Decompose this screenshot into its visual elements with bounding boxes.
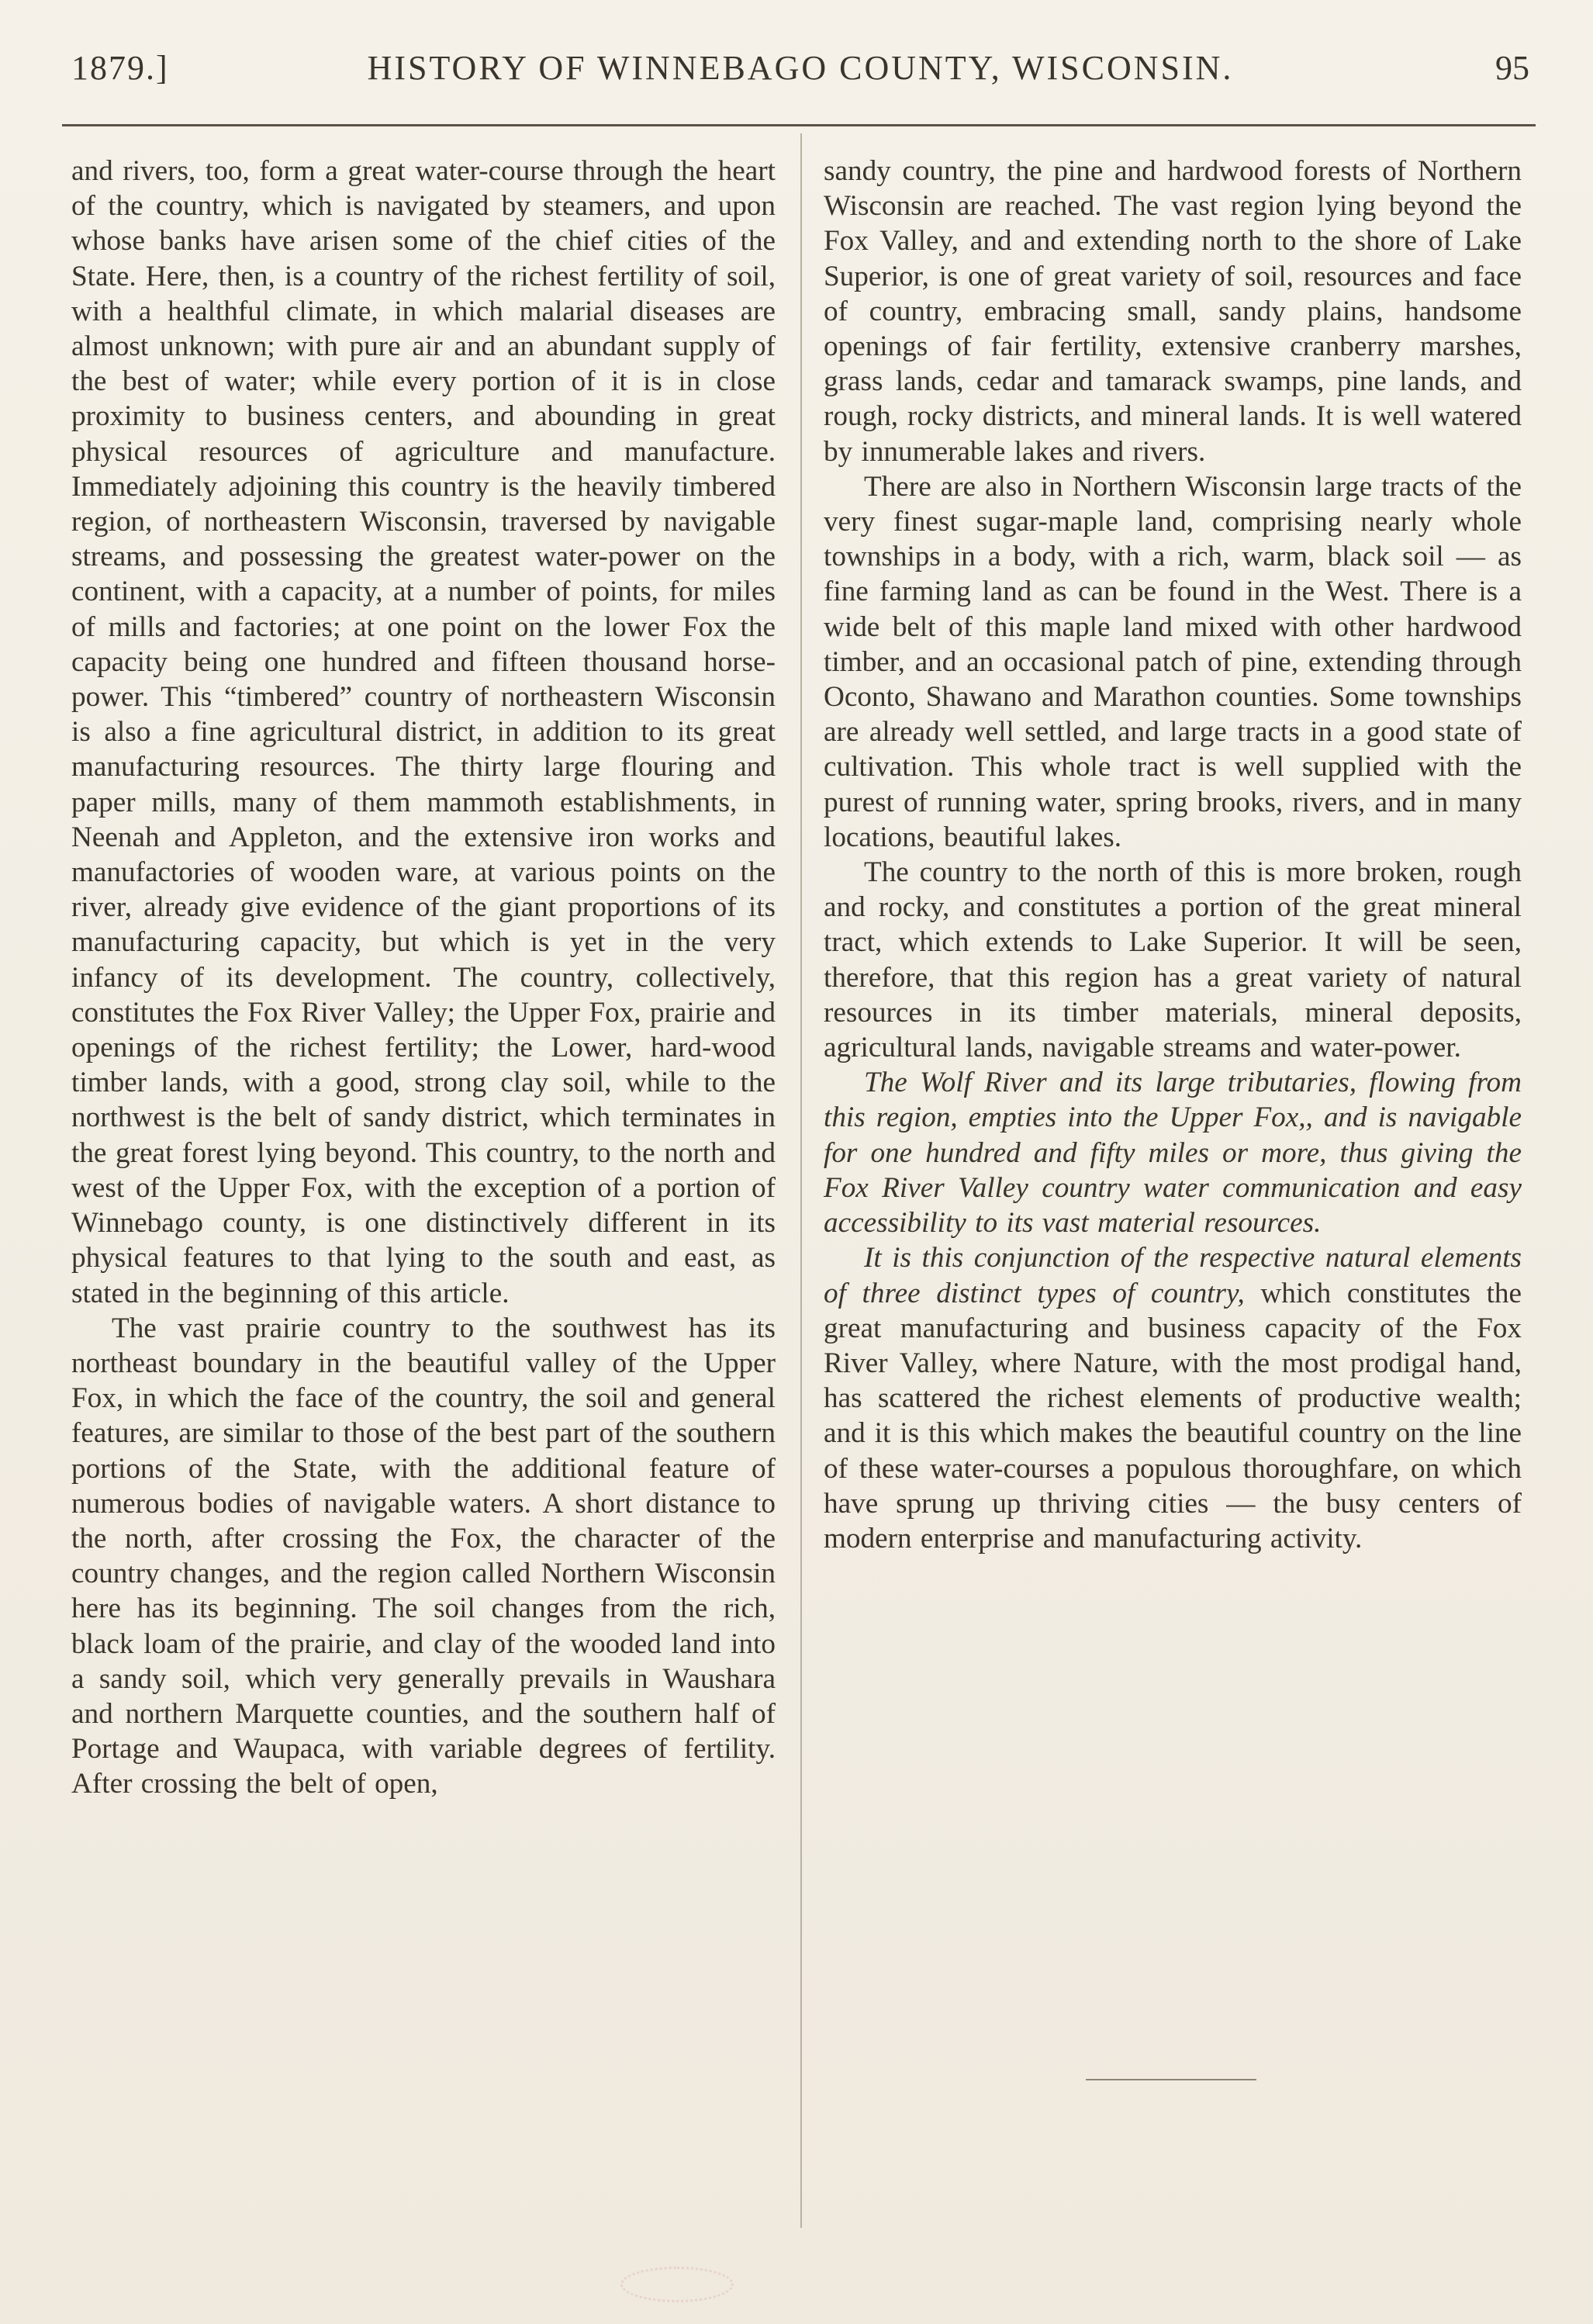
library-stamp bbox=[620, 2267, 734, 2302]
paragraph: There are also in Northern Wisconsin large tracts of the very finest sugar-maple land, comprising nearly whole townships in a body, with a rich, warm, black soil — as fine farming land as can be found in the West. There is a wide belt of this maple land mixed with other hardwood timber, and an occasional patch of pine, extending through Oconto, Shawano and Marathon counties. Some townships are already well settled, and large tracts in a good state of cultivation. This whole tract is well supplied with the purest of running water, spring brooks, rivers, and in many locations, beautiful lakes. bbox=[824, 470, 1522, 853]
paragraph: sandy country, the pine and hardwood forests of Northern Wisconsin are reached. The vast region lying beyond the Fox Valley, and and extending north to the shore of Lake Superior, is one of great variety of soil, resources and face of country, embracing small, sandy plains, handsome openings of fair fertility, extensive cranberry marshes, grass lands, cedar and tamarack swamps, pine lands, and rough, rocky districts, and mineral lands. It is well watered by innumerable lakes and rivers. bbox=[824, 155, 1522, 468]
running-header bbox=[71, 48, 1529, 95]
paragraph: The vast prairie country to the southwest has its northeast boundary in the beautiful valley of the Upper Fox, in which the face of the country, the soil and general features, are similar to those of the best part of the southern portions of the State, with the additional feature of numerous bodies of navigable waters. A short distance to the north, after crossing the Fox, the character of the country changes, and the region called Northern Wisconsin here has its beginning. The soil changes from the rich, black loam of the prairie, and clay of the wooded land into a sandy soil, which very generally prevails in Waushara and northern Marquette counties, and the southern half of Portage and Waupaca, with variable degrees of fertility. After crossing the belt of open, bbox=[71, 1312, 776, 1800]
end-rule bbox=[1086, 2079, 1256, 2080]
page-number: 95 bbox=[1495, 49, 1529, 87]
right-column bbox=[824, 154, 1522, 1556]
paragraph-rest: which constitutes the great manufacturing and business capacity of the Fox River Valley, where Nature, with the most prodigal hand, has scattered the richest elements of productive wealth; and it is this which makes the beautiful country on the line of these water-courses a populous thoroughfare, on which have sprung up thriving cities — the busy centers of modern enterprise and manufacturing activity. bbox=[824, 1277, 1522, 1555]
paragraph-italic: The Wolf River and its large tributaries, flowing from this region, empties into the Upper Fox,, and is navigable for one hundred and fifty miles or more, thus giving the Fox River Valley country water communication and easy accessibility to its vast material resources. bbox=[824, 1067, 1522, 1240]
paragraph: The country to the north of this is more broken, rough and rocky, and constitutes a portion of the great mineral tract, which extends to Lake Superior. It will be seen, therefore, that this region has a great variety of natural resources in its timber materials, mineral deposits, agricultural lands, navigable streams and water-power. bbox=[824, 856, 1522, 1064]
paragraph bbox=[824, 1240, 1522, 1556]
header-rule bbox=[62, 124, 1536, 126]
paragraph: and rivers, too, form a great water-course through the heart of the country, which is navigated by steamers, and upon whose banks have arisen some of the chief cities of the State. Here, then, is a country of the richest fertility of soil, with a healthful climate, in which malarial diseases are almost unknown; with pure air and an abundant supply of the best of water; while every portion of it is in close proximity to business centers, and abounding in great physical resources of agriculture and manufacture. Immediately adjoining this country is the heavily timbered region, of northeastern Wisconsin, traversed by navigable streams, and possessing the greatest water-power on the continent, with a capacity, at a number of points, for miles of mills and factories; at one point on the lower Fox the capacity being one hundred and fifteen thousand horse-power. This “timbered” country of northeastern Wisconsin is also a fine agricultural district, in addition to its great manufacturing resources. The thirty large flouring and paper mills, many of them mammoth establishments, in Neenah and Appleton, and the extensive iron works and manufactories of wooden ware, at various points on the river, already give evidence of the giant proportions of its manufacturing capacity, but which is yet in the very infancy of its development. The country, collectively, constitutes the Fox River Valley; the Upper Fox, prairie and openings of the richest fertility; the Lower, hard-wood timber lands, with a good, strong clay soil, while to the northwest is the belt of sandy district, which terminates in the great forest lying beyond. This country, to the north and west of the Upper Fox, with the exception of a portion of Winnebago county, is one distinctively different in its physical features to that lying to the south and east, as stated in the beginning of this article. bbox=[71, 155, 776, 1309]
header-year: 1879.] bbox=[71, 49, 169, 87]
header-title: HISTORY OF WINNEBAGO COUNTY, WISCONSIN. bbox=[367, 49, 1234, 87]
column-divider bbox=[800, 133, 802, 2228]
left-column bbox=[71, 154, 776, 1802]
paragraph-italic-lead: It is this conjunction of the respective natural elements of three distinct types of country, bbox=[824, 1242, 1522, 1309]
